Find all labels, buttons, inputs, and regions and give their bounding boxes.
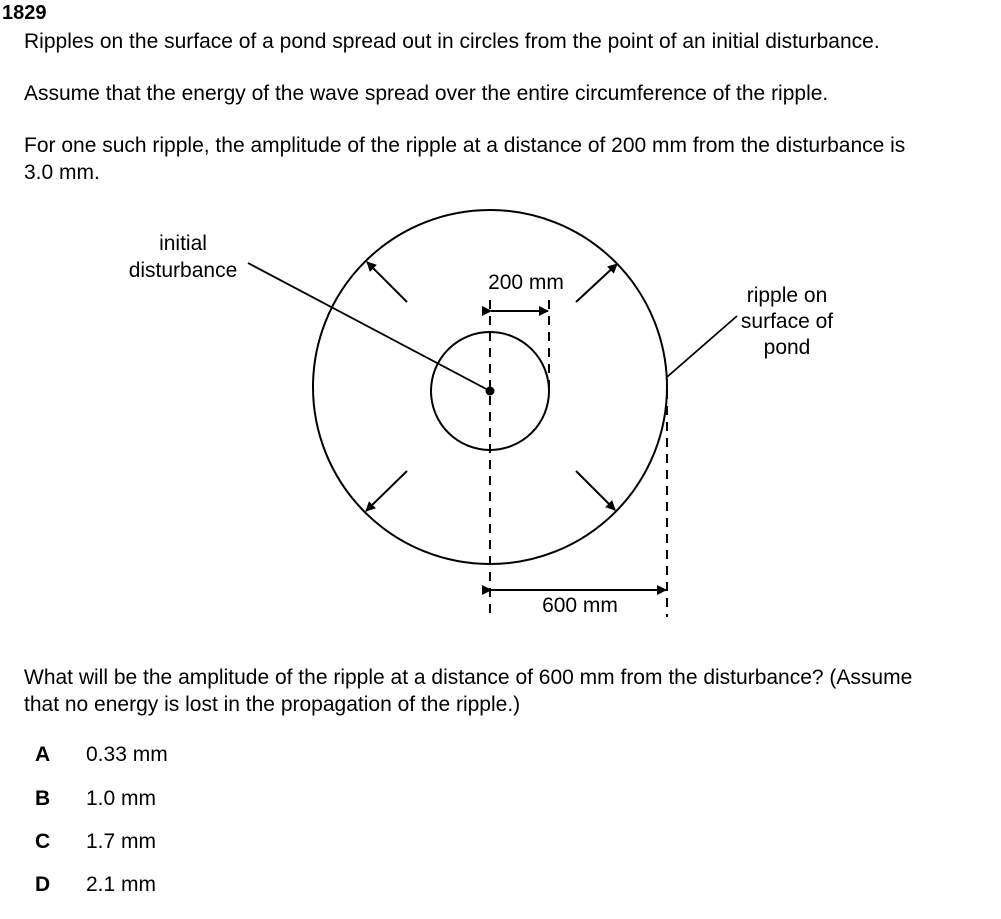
ripple-leader [667, 316, 737, 377]
label-initial-line-1: initial [159, 232, 207, 255]
option-d-letter: D [35, 873, 51, 896]
option-c[interactable] [35, 830, 335, 858]
label-outer-distance: 600 mm [542, 594, 618, 617]
option-b-value: 1.0 mm [86, 787, 157, 810]
spread-arrow-bottom-right [576, 471, 615, 510]
option-d[interactable] [35, 873, 335, 901]
option-b[interactable] [35, 787, 335, 815]
question-prompt-line-2: that no energy is lost in the propagation of the ripple.) [24, 693, 521, 716]
spread-arrow-top-right [576, 264, 617, 302]
question-given-line-1: For one such ripple, the amplitude of the ripple at a distance of 200 mm from the disturbance is [24, 134, 906, 157]
label-ripple-line-1: ripple on [746, 284, 828, 307]
label-ripple-line-2: surface of [740, 310, 834, 333]
question-number: 1829 [2, 2, 47, 24]
option-a[interactable] [35, 743, 335, 771]
label-ripple-line-3: pond [763, 336, 811, 359]
question-given-line-2: 3.0 mm. [24, 161, 100, 184]
initial-disturbance-leader [248, 263, 490, 391]
label-initial-line-2: disturbance [128, 259, 238, 282]
option-c-value: 1.7 mm [86, 830, 157, 853]
question-assumption: Assume that the energy of the wave spread over the entire circumference of the ripple. [24, 82, 829, 105]
question-intro: Ripples on the surface of a pond spread out in circles from the point of an initial disturbance. [24, 30, 880, 53]
option-d-value: 2.1 mm [86, 873, 157, 896]
option-c-letter: C [35, 830, 51, 853]
option-a-letter: A [35, 743, 51, 766]
question-prompt-line-1: What will be the amplitude of the ripple at a distance of 600 mm from the disturbance? (Assume [24, 666, 913, 689]
label-inner-distance: 200 mm [488, 271, 564, 294]
option-a-value: 0.33 mm [86, 743, 168, 766]
spread-arrow-top-left [367, 262, 407, 302]
spread-arrow-bottom-left [366, 471, 407, 511]
option-b-letter: B [35, 787, 51, 810]
